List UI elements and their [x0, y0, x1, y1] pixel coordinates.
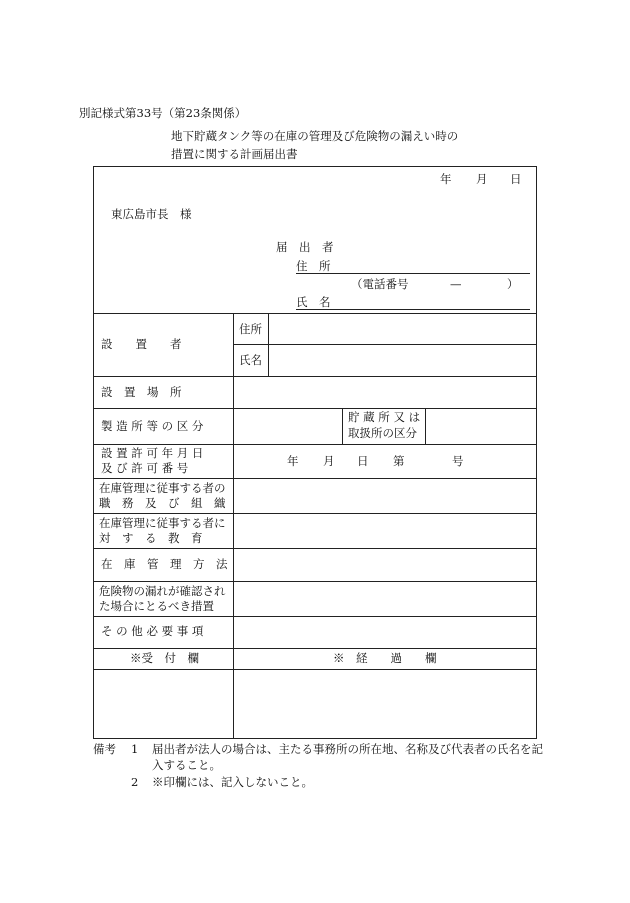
col-line [268, 313, 269, 376]
date-month-label: 月 [476, 172, 488, 186]
note-2-number: 2 [131, 775, 139, 789]
notifier-address-label: 住 所 [296, 259, 331, 273]
address-underline [296, 273, 530, 274]
col-line [233, 313, 234, 739]
inventory-method-field[interactable] [235, 550, 535, 579]
note-1-text-line2: 入すること。 [152, 758, 221, 772]
row-line [93, 548, 537, 549]
row-line [233, 344, 537, 345]
leak-measures-field[interactable] [235, 583, 535, 614]
row-line [93, 313, 537, 314]
staff-edu-label-line1: 在庫管理に従事する者に [99, 516, 226, 530]
row-line [93, 408, 537, 409]
other-field[interactable] [235, 618, 535, 646]
reception-header: ※受 付 欄 [130, 651, 199, 665]
staff-org-field[interactable] [235, 480, 535, 511]
row-line [93, 444, 537, 445]
form-number: 別記様式第33号（第23条関係） [79, 106, 247, 120]
name-underline [296, 309, 530, 310]
leak-label-line1: 危険物の漏れが確認され [99, 584, 226, 598]
installer-address-label: 住所 [239, 322, 262, 336]
phone-close: ） [507, 277, 519, 291]
row-line [93, 616, 537, 617]
staff-edu-field[interactable] [235, 515, 535, 546]
storage-class-label-line1: 貯 蔵 所 又 は [348, 410, 421, 424]
phone-number-field[interactable] [412, 277, 504, 292]
note-1-number: 1 [131, 742, 139, 756]
form-title-line1: 地下貯蔵タンク等の在庫の管理及び危険物の漏えい時の [171, 129, 459, 143]
row-line [93, 478, 537, 479]
staff-edu-label-line2: 対 す る 教 育 [99, 531, 203, 545]
phone-open: （電話番号 [351, 277, 409, 291]
col-line [342, 408, 343, 444]
installer-name-label: 氏名 [239, 353, 262, 367]
row-line [93, 513, 537, 514]
storage-class-label-line2: 取扱所の区分 [348, 426, 417, 440]
form-title-line2: 措置に関する計画届出書 [171, 147, 298, 161]
note-1-text-line1: 届出者が法人の場合は、主たる事務所の所在地、名称及び代表者の氏名を記 [152, 742, 543, 756]
permit-month-label: 月 [323, 454, 335, 468]
row-line [93, 669, 537, 670]
installer-label: 設 置 者 [101, 337, 182, 351]
date-year-label: 年 [440, 172, 452, 186]
inventory-method-label: 在 庫 管 理 方 法 [101, 557, 228, 571]
leak-label-line2: た場合にとるべき措置 [99, 599, 214, 613]
staff-org-label-line2: 職 務 及 び 組 織 [99, 496, 226, 510]
row-line [93, 648, 537, 649]
permit-label-line2: 及 び 許 可 番 号 [101, 461, 189, 475]
addressee: 東広島市長 様 [111, 207, 192, 221]
notes-label: 備考 [93, 742, 116, 756]
notifier-name-field[interactable] [336, 294, 528, 309]
permit-no-prefix: 第 [393, 454, 405, 468]
phone-dash: — [450, 277, 462, 291]
notifier-address-field[interactable] [336, 258, 528, 273]
site-field[interactable] [235, 378, 535, 406]
permit-year-label: 年 [287, 454, 299, 468]
permit-no-suffix: 号 [452, 454, 464, 468]
notifier-label: 届 出 者 [276, 240, 334, 254]
facility-class-field[interactable] [235, 410, 340, 442]
row-line [93, 581, 537, 582]
staff-org-label-line1: 在庫管理に従事する者の [99, 481, 226, 495]
storage-class-field[interactable] [427, 410, 535, 442]
site-label: 設 置 場 所 [101, 385, 182, 399]
installer-name-field[interactable] [270, 346, 535, 374]
facility-class-label: 製 造 所 等 の 区 分 [101, 419, 204, 433]
permit-label-line1: 設 置 許 可 年 月 日 [101, 446, 204, 460]
date-day-label: 日 [510, 172, 522, 186]
col-line [425, 408, 426, 444]
note-2-text: ※印欄には、記入しないこと。 [152, 775, 313, 789]
other-label: そ の 他 必 要 事 項 [101, 624, 204, 638]
installer-address-field[interactable] [270, 315, 535, 343]
notifier-name-label: 氏 名 [296, 295, 331, 309]
progress-header: ※ 経 過 欄 [333, 651, 437, 665]
permit-day-label: 日 [357, 454, 369, 468]
row-line [93, 376, 537, 377]
